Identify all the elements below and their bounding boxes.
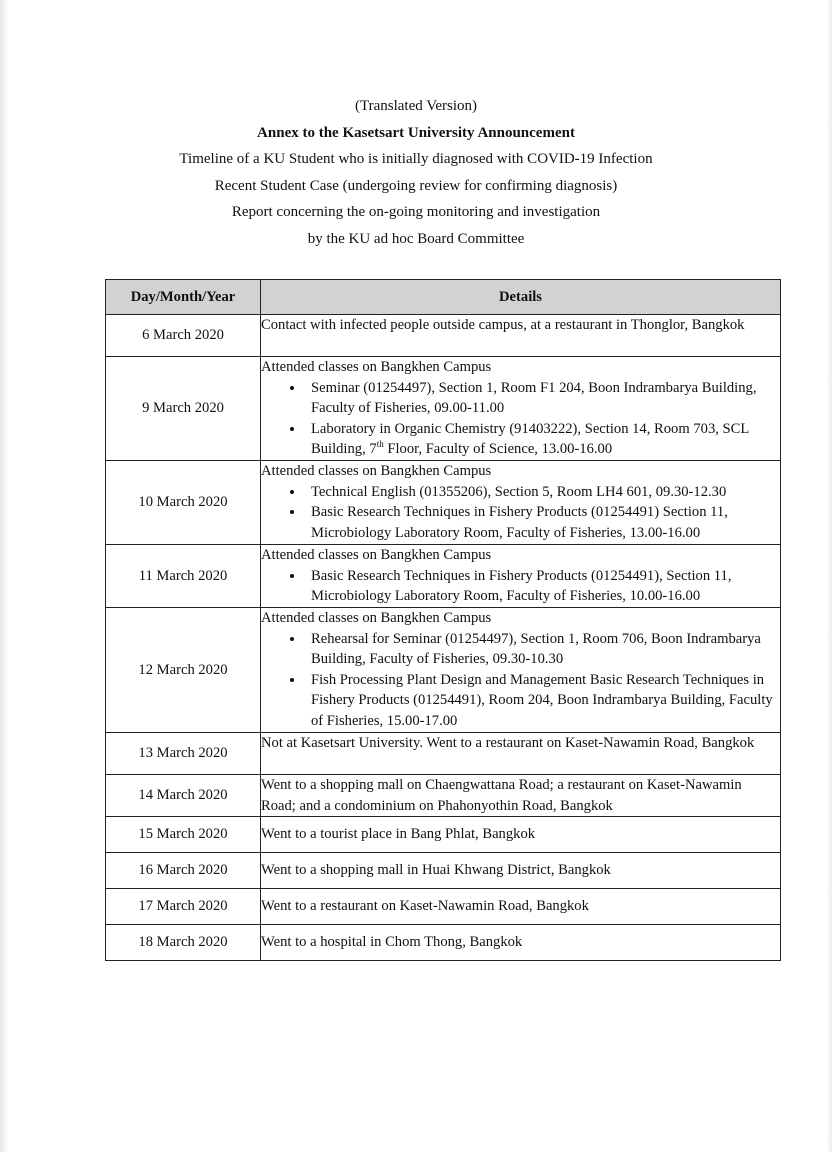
class-list xyxy=(261,378,780,460)
table-row xyxy=(106,545,781,608)
class-item: • Seminar (01254497), Section 1, Room F1 204, Boon Indrambarya Building, Faculty of Fisheries, 09.00-11.00 xyxy=(305,378,780,419)
row-details: Went to a tourist place in Bang Phlat, Bangkok xyxy=(261,817,781,853)
class-item-text-end: Floor, Faculty of Science, 13.00-16.00 xyxy=(383,441,613,458)
row-details: Went to a restaurant on Kaset-Nawamin Road, Bangkok xyxy=(261,889,781,925)
timeline-table xyxy=(105,279,781,961)
class-item: • Basic Research Techniques in Fishery Products (01254491) Section 11, Microbiology Laboratory Room, Faculty of Fisheries, 13.00-16.00 xyxy=(305,502,780,543)
ordinal-suffix: th xyxy=(376,439,384,450)
table-row xyxy=(106,775,781,817)
row-details: Went to a shopping mall on Chaengwattana Road; a restaurant on Kaset-Nawamin Road; and a condominium on Phahonyothin Road, Bangkok xyxy=(261,775,781,817)
row-date: 13 March 2020 xyxy=(106,733,261,775)
document-header xyxy=(0,93,832,253)
column-header-date: Day/Month/Year xyxy=(106,280,261,315)
row-date: 11 March 2020 xyxy=(106,545,261,608)
table-row xyxy=(106,315,781,357)
header-case-status: Recent Student Case (undergoing review for confirming diagnosis) xyxy=(214,177,618,194)
class-item: • Rehearsal for Seminar (01254497), Section 1, Room 706, Boon Indrambarya Building, Faculty of Fisheries, 09.30-10.30 xyxy=(305,629,780,670)
class-item xyxy=(305,419,780,460)
table-header-row xyxy=(106,280,781,315)
row-date: 6 March 2020 xyxy=(106,315,261,357)
table-row xyxy=(106,889,781,925)
row-date: 18 March 2020 xyxy=(106,925,261,961)
row-date: 10 March 2020 xyxy=(106,461,261,545)
row-details xyxy=(261,608,781,733)
row-date: 16 March 2020 xyxy=(106,853,261,889)
header-report-note: Report concerning the on-going monitoring and investigation xyxy=(231,204,601,221)
table-row xyxy=(106,817,781,853)
class-item: • Fish Processing Plant Design and Management Basic Research Techniques in Fishery Products (01254491), Room 204, Boon Indrambarya Building, Faculty of Fisheries, 15.00-17.00 xyxy=(305,670,780,732)
row-details xyxy=(261,357,781,461)
row-intro: Attended classes on Bangkhen Campus xyxy=(261,463,492,479)
table-row xyxy=(106,733,781,775)
row-date: 15 March 2020 xyxy=(106,817,261,853)
row-intro: Attended classes on Bangkhen Campus xyxy=(261,547,492,563)
row-details: Went to a hospital in Chom Thong, Bangkok xyxy=(261,925,781,961)
class-list xyxy=(261,629,780,732)
header-timeline-subtitle: Timeline of a KU Student who is initially diagnosed with COVID-19 Infection xyxy=(179,151,653,168)
row-date: 12 March 2020 xyxy=(106,608,261,733)
row-details: Contact with infected people outside campus, at a restaurant in Thonglor, Bangkok xyxy=(261,315,781,357)
row-date: 17 March 2020 xyxy=(106,889,261,925)
row-date: 9 March 2020 xyxy=(106,357,261,461)
table-row xyxy=(106,925,781,961)
table-row xyxy=(106,461,781,545)
column-header-details: Details xyxy=(261,280,781,315)
header-translated-note: (Translated Version) xyxy=(354,98,478,114)
class-item: • Basic Research Techniques in Fishery Products (01254491), Section 11, Microbiology Laboratory Room, Faculty of Fisheries, 10.00-16.00 xyxy=(305,566,780,607)
table-row xyxy=(106,357,781,461)
row-intro: Attended classes on Bangkhen Campus xyxy=(261,359,492,375)
header-annex-title: Annex to the Kasetsart University Announcement xyxy=(257,124,575,141)
row-intro: Attended classes on Bangkhen Campus xyxy=(261,610,492,626)
table-row xyxy=(106,853,781,889)
class-list xyxy=(261,566,780,607)
class-item-text: Laboratory in Organic Chemistry (91403222), Section 14, Room 703, SCL Building, 7 xyxy=(311,420,749,458)
row-details xyxy=(261,545,781,608)
row-details: Went to a shopping mall in Huai Khwang District, Bangkok xyxy=(261,853,781,889)
row-details: Not at Kasetsart University. Went to a restaurant on Kaset-Nawamin Road, Bangkok xyxy=(261,733,781,775)
table-row xyxy=(106,608,781,733)
row-details xyxy=(261,461,781,545)
row-date: 14 March 2020 xyxy=(106,775,261,817)
class-item: • Technical English (01355206), Section 5, Room LH4 601, 09.30-12.30 xyxy=(305,482,780,503)
header-committee: by the KU ad hoc Board Committee xyxy=(307,230,525,247)
class-list xyxy=(261,482,780,544)
